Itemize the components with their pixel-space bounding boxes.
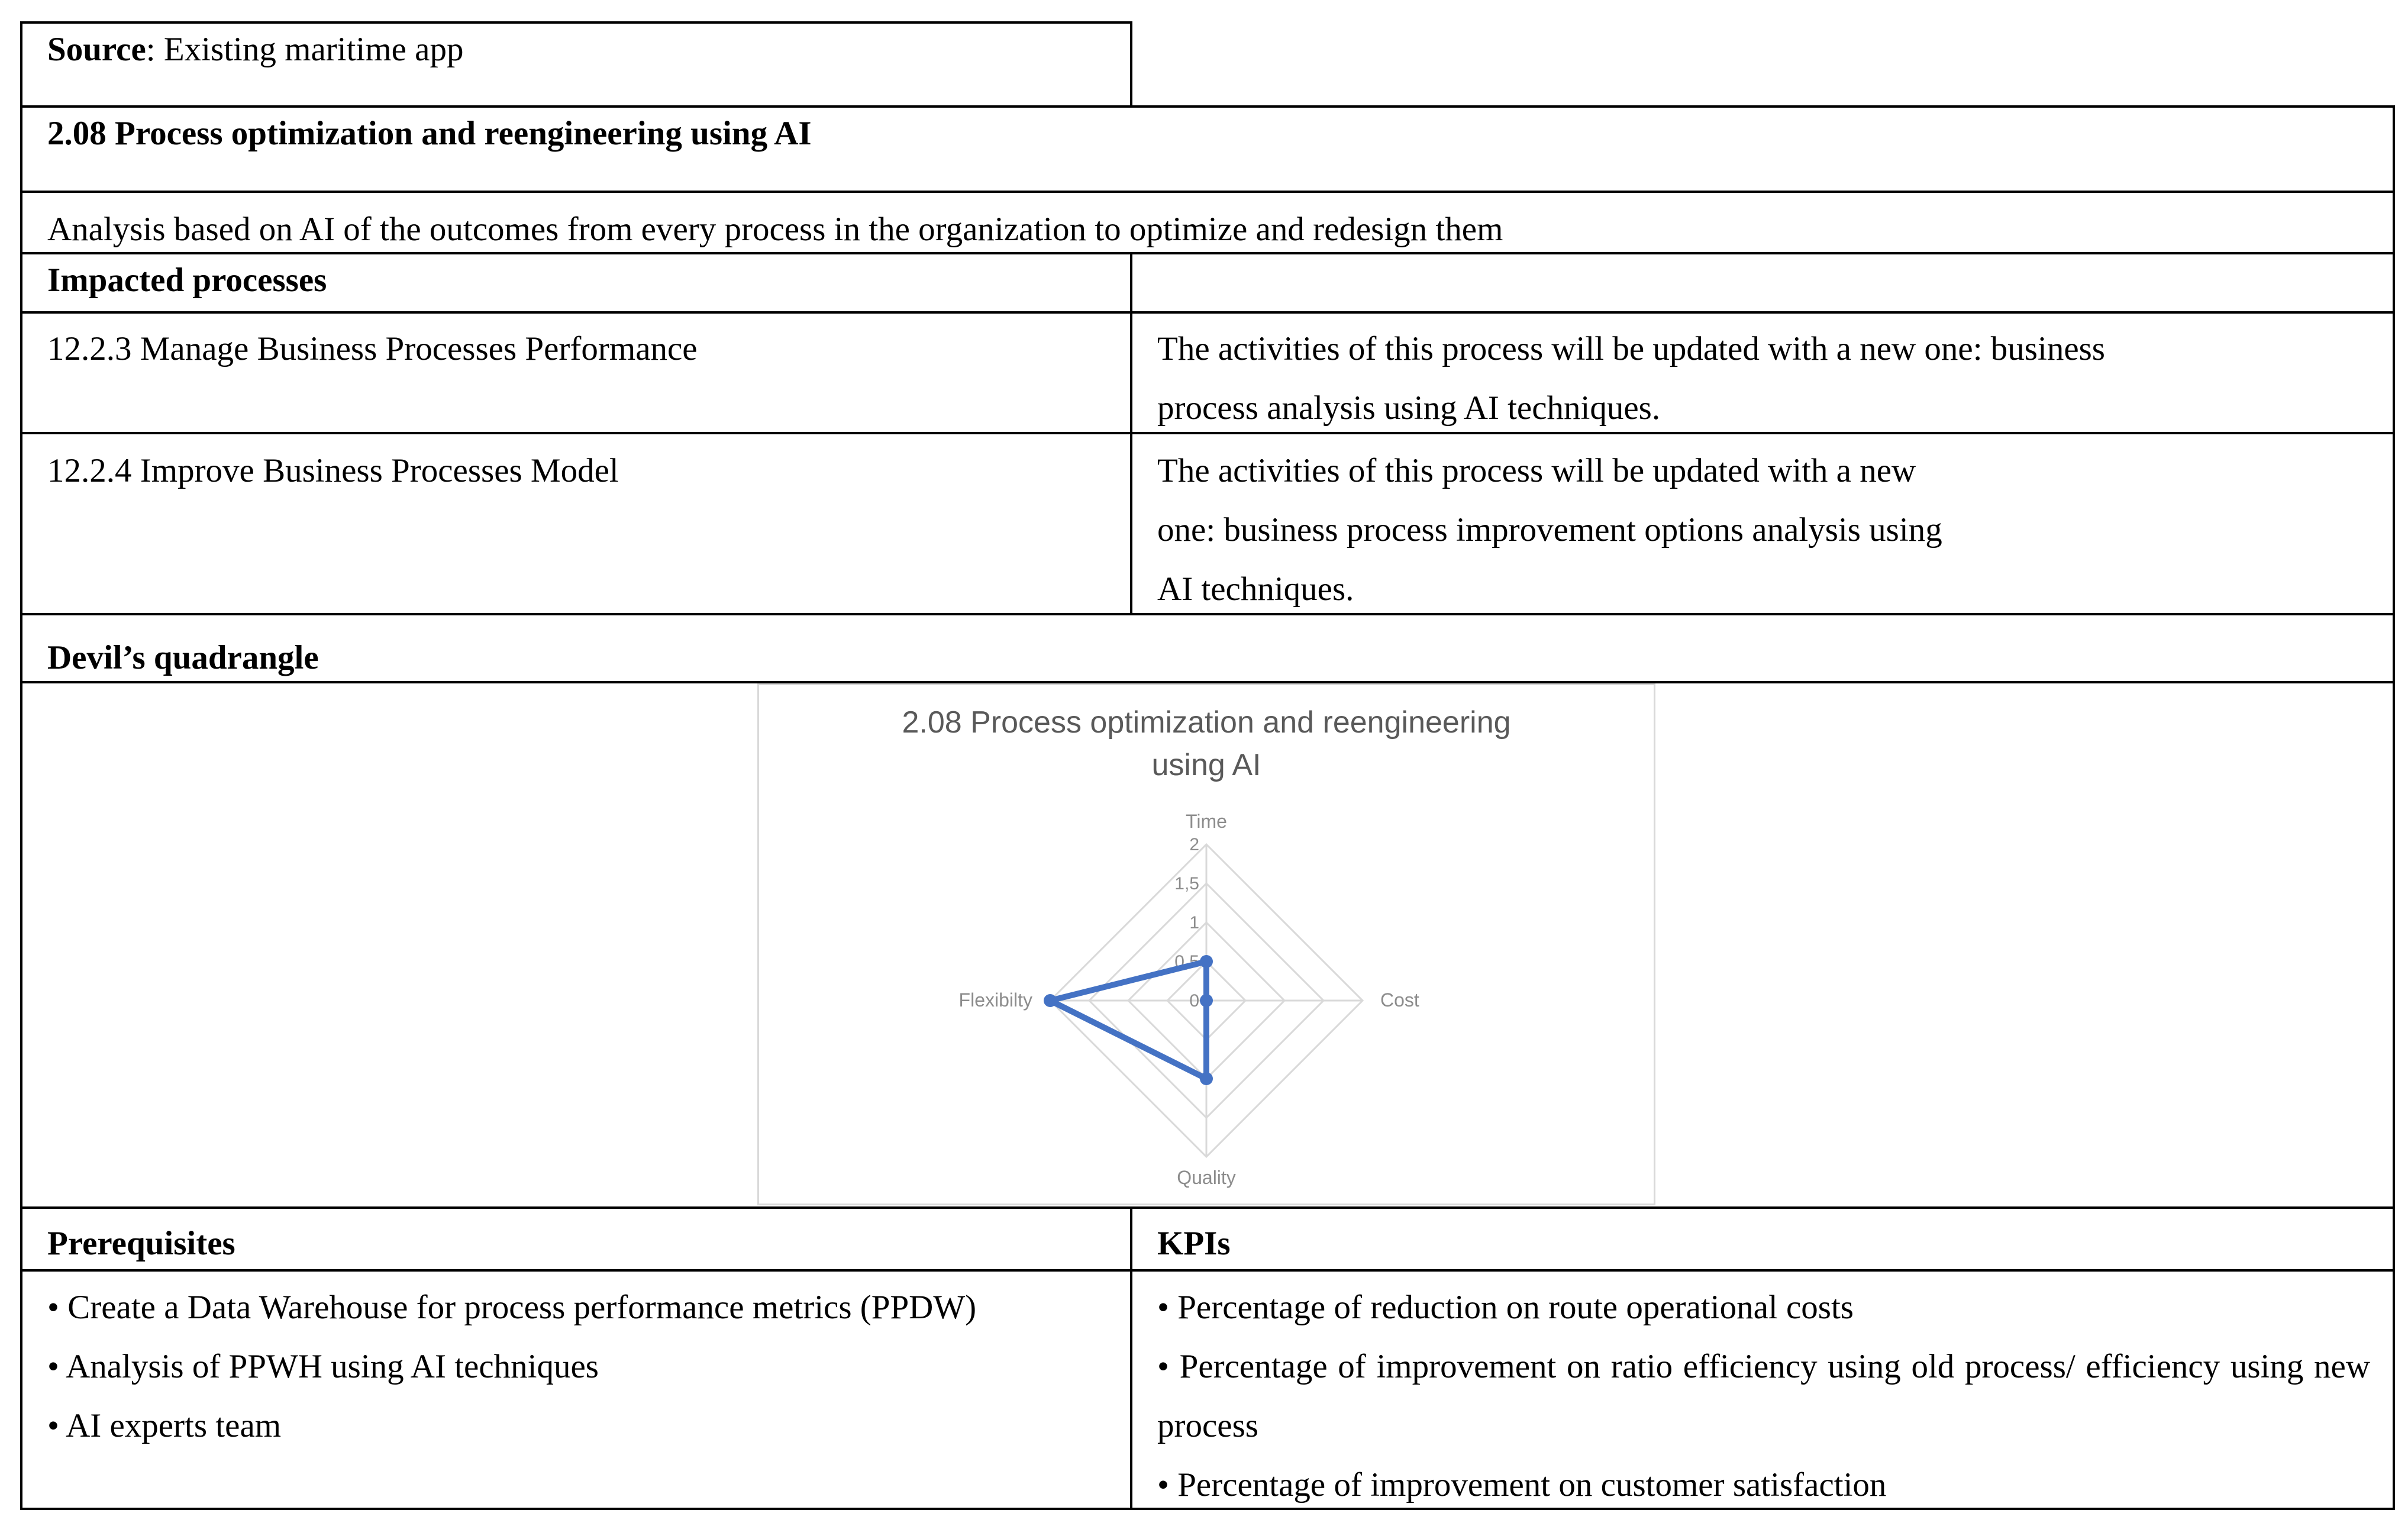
prerequisites-header: Prerequisites: [47, 1225, 235, 1262]
radar-axis-label: Cost: [1380, 989, 1419, 1011]
prerequisites-list: [47, 1278, 1124, 1456]
row-divider-8: [20, 1206, 2395, 1209]
col-divider-bottom: [1130, 1206, 1132, 1510]
radar-data-point: [1200, 994, 1213, 1007]
description-line: The activities of this process will be updated with a new one: business: [1157, 330, 2105, 367]
radar-axis-label: Quality: [1177, 1167, 1236, 1188]
radar-ticks: [1174, 835, 1199, 1011]
left-border: [20, 21, 22, 1510]
col-divider-impacted: [1130, 252, 1132, 615]
kpi-text: Percentage of improvement on customer satisfaction: [1177, 1466, 1887, 1504]
list-item: • Percentage of improvement on customer satisfaction: [1157, 1466, 1887, 1504]
kpi-text: Percentage of improvement on ratio efficiency using old process/ efficiency using new process: [1157, 1348, 2370, 1444]
row-divider-2: [20, 191, 2395, 193]
impacted-process-1-description: [1157, 320, 2105, 438]
radar-data-point: [1200, 1072, 1213, 1085]
list-item: • Analysis of PPWH using AI techniques: [47, 1348, 599, 1385]
radar-chart: [759, 685, 1654, 1204]
section-description: Analysis based on AI of the outcomes from every process in the organization to optimize and redesign them: [47, 211, 1503, 248]
chart-title-line-1: 2.08 Process optimization and reengineering: [902, 705, 1511, 740]
kpis-header: KPIs: [1157, 1225, 1231, 1262]
radar-tick-label: 0: [1189, 991, 1199, 1011]
prerequisite-text: Create a Data Warehouse for process performance metrics (PPDW): [67, 1289, 977, 1326]
radar-series-line: [1050, 962, 1206, 1079]
source-label: Source: [47, 31, 146, 68]
right-border: [2393, 105, 2395, 1510]
list-item: • Percentage of improvement on ratio efficiency using old process/ efficiency using new process: [1157, 1348, 2370, 1444]
radar-tick-label: 0,5: [1174, 952, 1199, 972]
col-divider-source: [1130, 21, 1132, 108]
kpis-list: [1157, 1278, 2370, 1515]
radar-tick-label: 1: [1189, 913, 1199, 933]
radar-data-point: [1200, 955, 1213, 968]
list-item: • Create a Data Warehouse for process performance metrics (PPDW): [47, 1289, 977, 1326]
row-divider-4: [20, 311, 2395, 314]
radar-axis-label: Flexibilty: [958, 989, 1032, 1011]
devils-quadrangle-header: Devil’s quadrangle: [47, 639, 319, 676]
radar-data-point: [1044, 994, 1057, 1007]
impacted-process-2: 12.2.4 Improve Business Processes Model: [47, 452, 619, 489]
impacted-process-2-description: [1157, 441, 1942, 619]
source-value: : Existing maritime app: [146, 31, 464, 68]
list-item: • Percentage of reduction on route operational costs: [1157, 1289, 1854, 1326]
section-title: 2.08 Process optimization and reengineering using AI: [47, 115, 812, 152]
prerequisite-text: AI experts team: [66, 1407, 282, 1444]
impacted-process-1: 12.2.3 Manage Business Processes Performance: [47, 330, 698, 367]
list-item: • AI experts team: [47, 1407, 282, 1444]
radar-tick-label: 2: [1189, 835, 1199, 854]
radar-axis-label: Time: [1186, 811, 1227, 832]
radar-tick-label: 1,5: [1174, 874, 1199, 893]
description-line: AI techniques.: [1157, 570, 1354, 608]
description-line: one: business process improvement options analysis using: [1157, 511, 1942, 549]
impacted-processes-header: Impacted processes: [47, 262, 327, 299]
chart-title-line-2: using AI: [1151, 748, 1261, 782]
chart-frame: [757, 683, 1655, 1205]
description-line: The activities of this process will be updated with a new: [1157, 452, 1916, 489]
kpi-text: Percentage of reduction on route operational costs: [1177, 1289, 1854, 1326]
prerequisite-text: Analysis of PPWH using AI techniques: [66, 1348, 599, 1385]
source-line: [47, 20, 463, 79]
description-line: process analysis using AI techniques.: [1157, 389, 1661, 427]
